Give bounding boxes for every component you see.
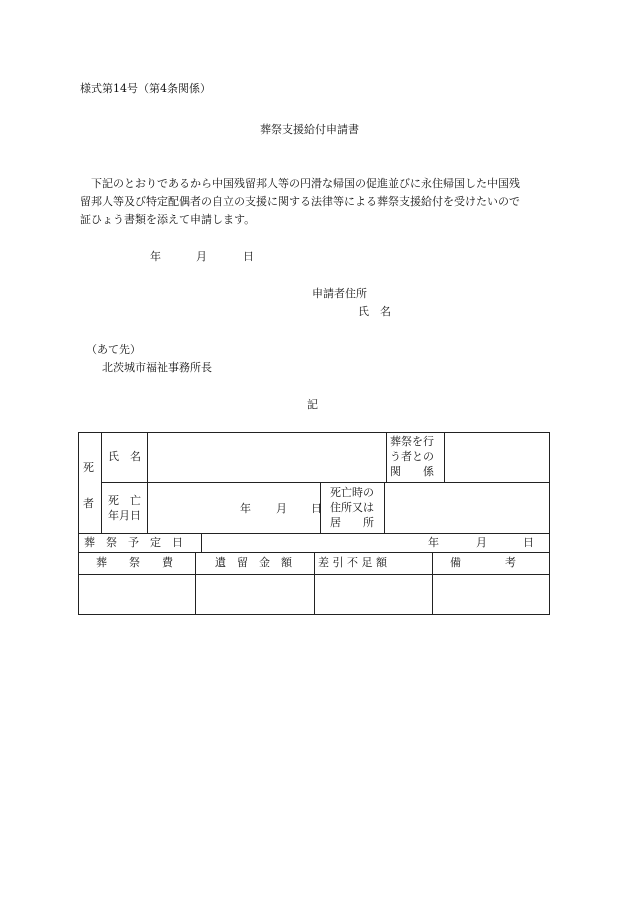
funeral-support-table [78,432,550,615]
funeral-date-day: 日 [523,536,534,549]
death-address-label-1: 死亡時の [330,486,374,499]
applicant-name-label: 氏 名 [358,305,391,318]
relation-label-2: う者との [390,450,434,463]
death-date-label-2: 年月日 [108,509,141,522]
column-funeral-cost: 葬 祭 費 [96,556,173,569]
relation-field[interactable] [447,436,547,480]
deceased-label-1: 死 [83,461,94,474]
death-address-label-3: 居 所 [330,516,374,529]
applicant-address-label: 申請者住所 [312,287,367,300]
death-address-label-2: 住所又は [330,501,374,514]
addressee-name: 北茨城市福祉事務所長 [102,361,212,374]
death-address-field[interactable] [387,485,547,531]
column-shortfall: 差 引 不 足 額 [318,556,387,569]
ki-label: 記 [307,398,318,411]
date-month: 月 [196,250,207,263]
funeral-cost-field[interactable] [81,577,193,612]
form-number: 様式第14号（第4条関係） [80,82,211,95]
body-line-2: 留邦人等及び特定配偶者の自立の支援に関する法律等による葬祭支援給付を受けたいので [80,195,520,208]
relation-label-1: 葬祭を行 [390,435,434,448]
body-line-3: 証ひょう書類を添えて申請します。 [80,213,256,226]
relation-label-3: 関 係 [390,465,434,478]
death-date-day: 日 [311,502,322,515]
deceased-name-label: 氏 名 [108,450,141,463]
funeral-date-year: 年 [428,536,439,549]
page-title: 葬祭支援給付申請書 [260,123,359,136]
remaining-money-field[interactable] [198,577,312,612]
death-date-label-1: 死 亡 [108,494,141,507]
date-year: 年 [150,250,161,263]
column-remarks: 備 考 [450,556,516,569]
funeral-date-label: 葬 祭 予 定 日 [84,536,183,549]
date-day: 日 [243,250,254,263]
addressee-label: （あて先） [86,343,141,356]
remarks-field[interactable] [435,577,547,612]
body-line-1: 下記のとおりであるから中国残留邦人等の円滑な帰国の促進並びに永住帰国した中国残 [91,177,520,190]
deceased-name-field[interactable] [150,436,383,480]
death-date-year: 年 [240,502,251,515]
death-date-month: 月 [276,502,287,515]
funeral-date-month: 月 [476,536,487,549]
column-remaining-money: 遺 留 金 額 [215,556,292,569]
shortfall-field[interactable] [317,577,430,612]
deceased-label-2: 者 [83,497,94,510]
